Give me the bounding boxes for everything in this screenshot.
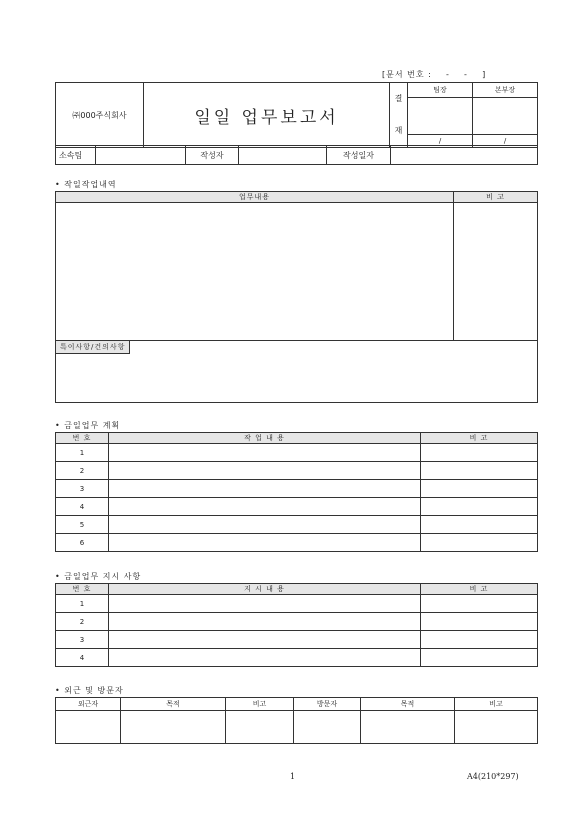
table-row xyxy=(56,613,538,631)
title-block xyxy=(55,82,538,148)
plan-content-cell[interactable] xyxy=(109,534,421,552)
instruction-note-cell[interactable] xyxy=(421,595,538,613)
date-label: 작성일자 xyxy=(327,146,391,165)
plan-content-cell[interactable] xyxy=(109,480,421,498)
row-number: 3 xyxy=(56,631,109,649)
page-title: 일일 업무보고서 xyxy=(144,83,390,148)
visitor-field[interactable] xyxy=(294,711,361,744)
today-instruction-table xyxy=(55,583,538,667)
work-content-header: 업무내용 xyxy=(56,192,454,203)
visitor-purpose-header: 목적 xyxy=(361,698,455,711)
writer-label: 작성자 xyxy=(186,146,239,165)
row-number: 2 xyxy=(56,613,109,631)
approval-date-director[interactable]: / xyxy=(473,134,538,147)
outside-note-header: 비고 xyxy=(226,698,294,711)
row-number: 1 xyxy=(56,444,109,462)
instruction-note-cell[interactable] xyxy=(421,613,538,631)
table-row xyxy=(56,631,538,649)
yesterday-work-heading: • 작일작업내역 xyxy=(55,180,117,189)
document-number: [문서 번호 : - - ] xyxy=(382,70,487,79)
row-number: 4 xyxy=(56,649,109,667)
approval-sign-director[interactable] xyxy=(473,98,538,135)
approval-role-director: 본부장 xyxy=(473,83,538,98)
plan-note-cell[interactable] xyxy=(421,498,538,516)
instruction-note-cell[interactable] xyxy=(421,649,538,667)
plan-note-header: 비 고 xyxy=(421,433,538,444)
outside-purpose-header: 목적 xyxy=(121,698,226,711)
row-number: 5 xyxy=(56,516,109,534)
table-row xyxy=(56,516,538,534)
special-notes-label: 특이사항/건의사항 xyxy=(56,341,130,354)
table-row xyxy=(56,498,538,516)
special-notes-field[interactable] xyxy=(56,341,538,403)
table-row xyxy=(56,534,538,552)
visitor-note-header: 비고 xyxy=(455,698,538,711)
work-content-field[interactable] xyxy=(56,203,454,341)
visitor-header: 방문자 xyxy=(294,698,361,711)
outside-worker-header: 외근자 xyxy=(56,698,121,711)
visits-table xyxy=(55,697,538,744)
dept-label: 소속팀 xyxy=(56,146,96,165)
plan-note-cell[interactable] xyxy=(421,534,538,552)
writer-field[interactable] xyxy=(239,146,327,165)
visitor-purpose-field[interactable] xyxy=(361,711,455,744)
visitor-note-field[interactable] xyxy=(455,711,538,744)
row-number: 6 xyxy=(56,534,109,552)
instruction-note-cell[interactable] xyxy=(421,631,538,649)
plan-note-cell[interactable] xyxy=(421,480,538,498)
plan-note-cell[interactable] xyxy=(421,516,538,534)
instruction-content-cell[interactable] xyxy=(109,613,421,631)
plan-content-cell[interactable] xyxy=(109,516,421,534)
page-number: 1 xyxy=(290,772,296,781)
table-row xyxy=(56,595,538,613)
work-note-header: 비 고 xyxy=(454,192,538,203)
work-note-field[interactable] xyxy=(454,203,538,341)
today-instruction-heading: • 금일업무 지시 사항 xyxy=(55,572,142,581)
approval-date-team-lead[interactable]: / xyxy=(408,134,473,147)
outside-note-field[interactable] xyxy=(226,711,294,744)
today-plan-heading: • 금일업무 계획 xyxy=(55,421,121,430)
date-field[interactable] xyxy=(391,146,538,165)
approval-sign-team-lead[interactable] xyxy=(408,98,473,135)
table-row xyxy=(56,480,538,498)
instruction-no-header: 번 호 xyxy=(56,584,109,595)
instruction-content-cell[interactable] xyxy=(109,631,421,649)
outside-purpose-field[interactable] xyxy=(121,711,226,744)
plan-no-header: 번 호 xyxy=(56,433,109,444)
table-row xyxy=(56,462,538,480)
info-row xyxy=(55,145,538,165)
row-number: 2 xyxy=(56,462,109,480)
plan-content-cell[interactable] xyxy=(109,462,421,480)
table-row xyxy=(56,649,538,667)
visits-heading: • 외근 및 방문자 xyxy=(55,686,124,695)
instruction-content-cell[interactable] xyxy=(109,595,421,613)
approval-role-team-lead: 팀장 xyxy=(408,83,473,98)
row-number: 1 xyxy=(56,595,109,613)
plan-content-cell[interactable] xyxy=(109,444,421,462)
instruction-content-cell[interactable] xyxy=(109,649,421,667)
outside-worker-field[interactable] xyxy=(56,711,121,744)
company-name: ㈜000주식회사 xyxy=(56,83,144,148)
plan-note-cell[interactable] xyxy=(421,462,538,480)
today-plan-table xyxy=(55,432,538,552)
plan-content-cell[interactable] xyxy=(109,498,421,516)
yesterday-work-table xyxy=(55,191,538,403)
plan-content-header: 작 업 내 용 xyxy=(109,433,421,444)
paper-size: A4(210*297) xyxy=(467,772,519,781)
instruction-note-header: 비 고 xyxy=(421,584,538,595)
table-row xyxy=(56,444,538,462)
dept-field[interactable] xyxy=(96,146,186,165)
row-number: 3 xyxy=(56,480,109,498)
instruction-content-header: 지 시 내 용 xyxy=(109,584,421,595)
approval-label: 결 재 xyxy=(390,83,408,148)
row-number: 4 xyxy=(56,498,109,516)
plan-note-cell[interactable] xyxy=(421,444,538,462)
